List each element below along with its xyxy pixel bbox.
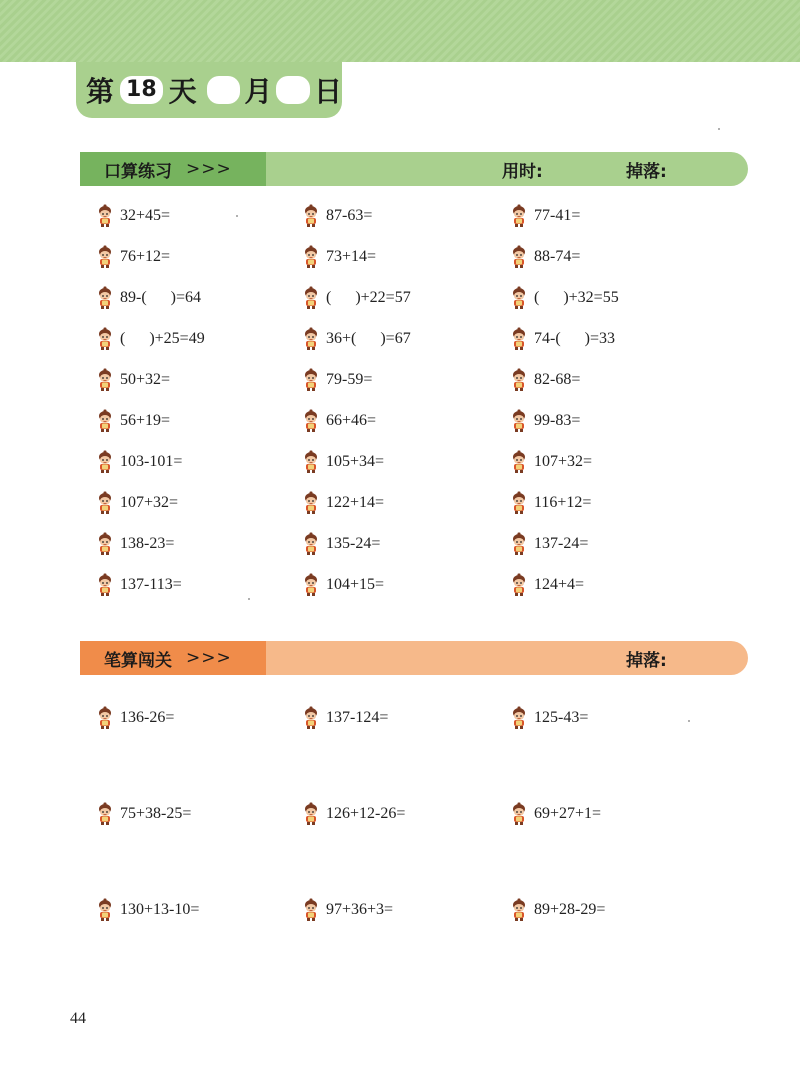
problem-text: ( )+32=55 <box>534 289 619 306</box>
problem-text: 137-124= <box>326 709 389 726</box>
math-problem <box>96 327 205 351</box>
date-label: 日 <box>313 75 342 108</box>
math-problem <box>510 368 580 392</box>
math-problem <box>96 286 201 310</box>
problem-text: 79-59= <box>326 371 373 388</box>
oral-drop-label: 掉落: <box>626 161 667 182</box>
mascot-icon <box>302 327 320 351</box>
mascot-icon <box>510 368 528 392</box>
written-drop-label: 掉落: <box>626 650 667 671</box>
mascot-icon <box>302 409 320 433</box>
mascot-icon <box>510 573 528 597</box>
math-problem <box>510 327 615 351</box>
math-problem <box>510 409 580 433</box>
math-problem <box>510 491 591 515</box>
problem-text: 107+32= <box>534 453 593 470</box>
math-problem <box>302 573 384 597</box>
math-problem <box>96 532 174 556</box>
math-problem <box>96 204 170 228</box>
mascot-icon <box>302 532 320 556</box>
mascot-icon <box>302 491 320 515</box>
math-problem <box>96 409 170 433</box>
mascot-icon <box>96 532 114 556</box>
mascot-icon <box>510 802 528 826</box>
math-problem <box>302 450 384 474</box>
problem-text: 97+36+3= <box>326 901 394 918</box>
mascot-icon <box>510 532 528 556</box>
problem-text: 82-68= <box>534 371 581 388</box>
mascot-icon <box>302 450 320 474</box>
math-problem <box>510 204 580 228</box>
math-problem <box>96 491 178 515</box>
problem-text: 103-101= <box>120 453 183 470</box>
mascot-icon <box>96 706 114 730</box>
problem-text: 136-26= <box>120 709 175 726</box>
written-section-lead <box>80 641 266 675</box>
problem-text: 104+15= <box>326 576 385 593</box>
problem-text: ( )+25=49 <box>120 330 205 347</box>
mascot-icon <box>510 327 528 351</box>
oral-section-arrows: >>> <box>186 159 232 179</box>
problem-text: 138-23= <box>120 535 175 552</box>
problem-text: 32+45= <box>120 207 171 224</box>
mascot-icon <box>302 204 320 228</box>
day-header <box>76 62 342 118</box>
problem-text: 89-( )=64 <box>120 289 202 306</box>
math-problem <box>96 802 191 826</box>
problem-text: 50+32= <box>120 371 171 388</box>
mascot-icon <box>302 368 320 392</box>
mascot-icon <box>302 245 320 269</box>
scan-speck <box>688 720 690 722</box>
math-problem <box>302 245 376 269</box>
written-section-arrows: >>> <box>186 648 232 668</box>
problem-text: 69+27+1= <box>534 805 602 822</box>
day-prefix: 第 <box>86 75 115 108</box>
math-problem <box>302 706 388 730</box>
problem-text: ( )+22=57 <box>326 289 411 306</box>
mascot-icon <box>510 409 528 433</box>
problem-text: 116+12= <box>534 494 592 511</box>
math-problem <box>96 706 174 730</box>
date-blank[interactable] <box>276 76 310 104</box>
mascot-icon <box>510 450 528 474</box>
scan-speck <box>248 598 250 600</box>
mascot-icon <box>510 898 528 922</box>
problem-text: 137-24= <box>534 535 589 552</box>
problem-text: 73+14= <box>326 248 377 265</box>
math-problem <box>510 286 619 310</box>
time-label: 用时: <box>502 161 543 182</box>
mascot-icon <box>302 802 320 826</box>
mascot-icon <box>510 204 528 228</box>
mascot-icon <box>96 491 114 515</box>
math-problem <box>510 706 588 730</box>
mascot-icon <box>510 245 528 269</box>
mascot-icon <box>302 706 320 730</box>
math-problem <box>96 368 170 392</box>
math-problem <box>96 898 199 922</box>
math-problem <box>302 898 393 922</box>
math-problem <box>510 532 588 556</box>
scan-speck <box>718 128 720 130</box>
month-label: 月 <box>244 75 273 108</box>
problem-text: 87-63= <box>326 207 373 224</box>
problem-text: 137-113= <box>120 576 182 593</box>
mascot-icon <box>510 286 528 310</box>
problem-text: 74-( )=33 <box>534 330 616 347</box>
problem-text: 77-41= <box>534 207 581 224</box>
math-problem <box>302 286 411 310</box>
problem-text: 99-83= <box>534 412 581 429</box>
math-problem <box>96 573 182 597</box>
math-problem <box>96 245 170 269</box>
problem-text: 125-43= <box>534 709 589 726</box>
mascot-icon <box>96 573 114 597</box>
mascot-icon <box>302 898 320 922</box>
math-problem <box>510 450 592 474</box>
problem-text: 122+14= <box>326 494 385 511</box>
mascot-icon <box>302 573 320 597</box>
mascot-icon <box>96 450 114 474</box>
math-problem <box>96 450 182 474</box>
top-banner <box>0 0 800 62</box>
oral-section-header <box>80 152 748 186</box>
math-problem <box>510 573 584 597</box>
page-number: 44 <box>70 1010 86 1027</box>
math-problem <box>302 532 380 556</box>
math-problem <box>510 802 601 826</box>
problem-text: 124+4= <box>534 576 585 593</box>
month-blank[interactable] <box>207 76 241 104</box>
written-section-title: 笔算闯关 <box>104 650 172 671</box>
written-section-header <box>80 641 748 675</box>
math-problem <box>510 245 580 269</box>
problem-text: 105+34= <box>326 453 385 470</box>
mascot-icon <box>96 286 114 310</box>
day-suffix: 天 <box>168 75 197 108</box>
math-problem <box>302 802 405 826</box>
mascot-icon <box>96 245 114 269</box>
mascot-icon <box>96 898 114 922</box>
day-number: 18 <box>120 76 163 104</box>
math-problem <box>302 327 411 351</box>
problem-text: 76+12= <box>120 248 171 265</box>
mascot-icon <box>510 706 528 730</box>
mascot-icon <box>96 368 114 392</box>
math-problem <box>302 204 372 228</box>
mascot-icon <box>96 802 114 826</box>
oral-section-title: 口算练习 <box>104 161 172 182</box>
math-problem <box>510 898 605 922</box>
math-problem <box>302 409 376 433</box>
mascot-icon <box>302 286 320 310</box>
problem-text: 130+13-10= <box>120 901 200 918</box>
problem-text: 126+12-26= <box>326 805 406 822</box>
mascot-icon <box>96 204 114 228</box>
problem-text: 135-24= <box>326 535 381 552</box>
problem-text: 75+38-25= <box>120 805 192 822</box>
mascot-icon <box>510 491 528 515</box>
oral-section-lead <box>80 152 266 186</box>
problem-text: 66+46= <box>326 412 377 429</box>
problem-text: 88-74= <box>534 248 581 265</box>
problem-text: 36+( )=67 <box>326 330 411 347</box>
math-problem <box>302 368 372 392</box>
mascot-icon <box>96 409 114 433</box>
math-problem <box>302 491 384 515</box>
problem-text: 89+28-29= <box>534 901 606 918</box>
problem-text: 107+32= <box>120 494 179 511</box>
problem-text: 56+19= <box>120 412 171 429</box>
scan-speck <box>236 215 238 217</box>
mascot-icon <box>96 327 114 351</box>
